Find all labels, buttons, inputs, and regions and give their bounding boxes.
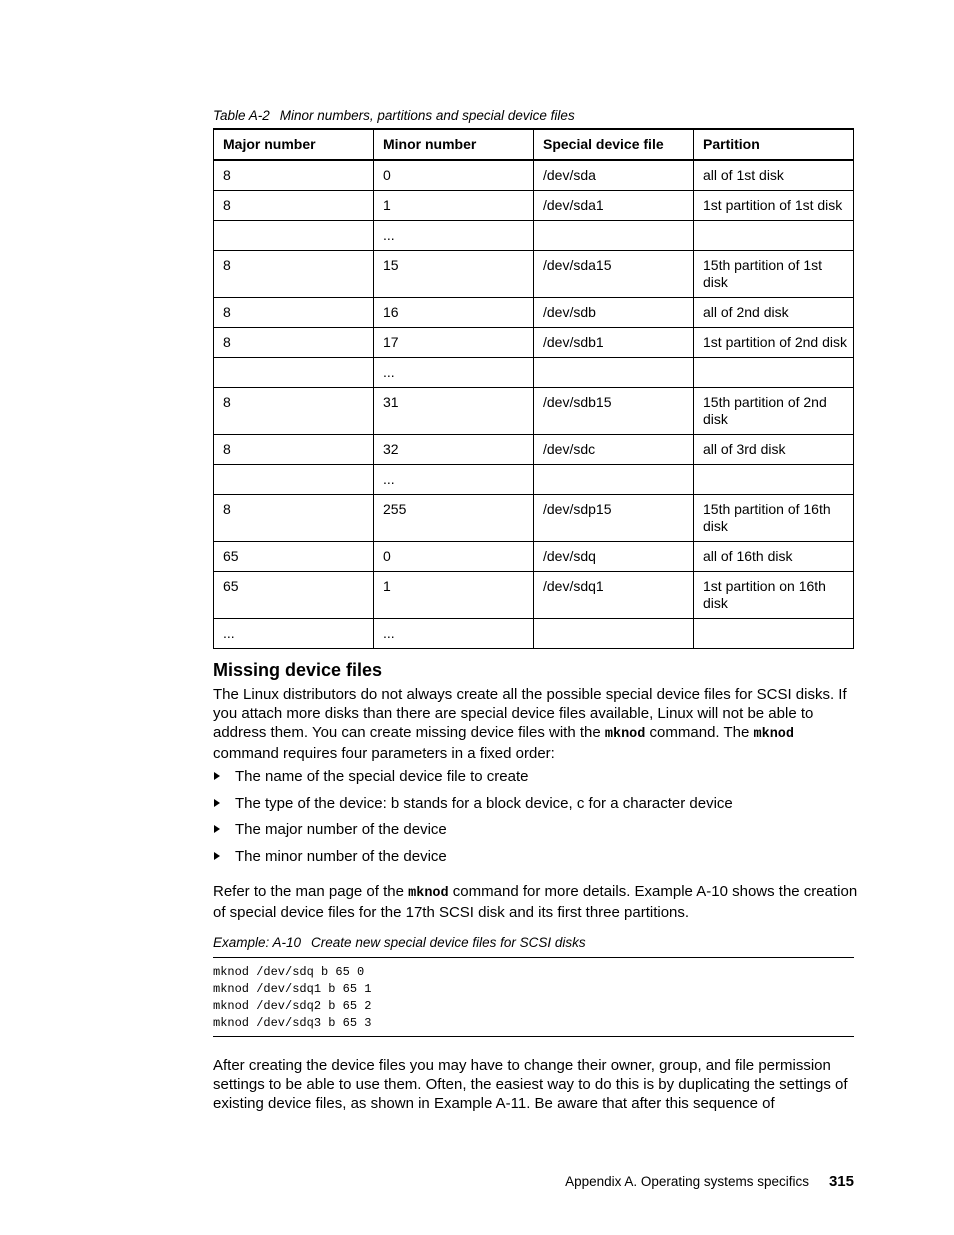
cell-partition: 1st partition of 1st disk bbox=[694, 191, 854, 221]
table-row bbox=[214, 495, 854, 542]
table-row bbox=[214, 619, 854, 649]
list-item bbox=[213, 847, 733, 874]
cell-partition bbox=[694, 465, 854, 495]
cell-minor: 1 bbox=[374, 572, 534, 619]
cell-major: 8 bbox=[214, 435, 374, 465]
cell-minor: 17 bbox=[374, 328, 534, 358]
paragraph-text: command. The bbox=[645, 724, 754, 741]
list-item-text: The minor number of the device bbox=[235, 847, 447, 865]
section-heading: Missing device files bbox=[213, 660, 383, 680]
cell-major: 8 bbox=[214, 495, 374, 542]
bullet-triangle-icon bbox=[214, 852, 220, 860]
paragraph-text: Refer to the man page of the bbox=[213, 883, 409, 900]
cell-major: 8 bbox=[214, 160, 374, 191]
list-item bbox=[213, 820, 733, 847]
list-item bbox=[213, 794, 733, 821]
cell-partition bbox=[694, 358, 854, 388]
header-major-number: Major number bbox=[214, 129, 374, 160]
bullet-triangle-icon bbox=[214, 772, 220, 780]
cell-partition: all of 2nd disk bbox=[694, 298, 854, 328]
paragraph-text: The Linux distributors do not always create all the possible special device files for SCSI disks. If you attach more disks than there are special device files available, Linux will not be able to address them. You can create missing device files with the bbox=[213, 686, 847, 741]
paragraph-refer bbox=[213, 882, 858, 922]
code-example bbox=[213, 957, 854, 1037]
page-footer bbox=[565, 1173, 854, 1190]
example-caption-label: Example: A-10 bbox=[213, 935, 302, 950]
table-row bbox=[214, 160, 854, 191]
table-row bbox=[214, 435, 854, 465]
command-mknod: mknod bbox=[753, 727, 795, 742]
page-number: 315 bbox=[828, 1173, 854, 1190]
cell-partition: all of 3rd disk bbox=[694, 435, 854, 465]
code-line: mknod /dev/sdq1 b 65 1 bbox=[213, 982, 372, 996]
cell-minor: ... bbox=[374, 465, 534, 495]
example-caption bbox=[213, 935, 586, 950]
header-partition: Partition bbox=[694, 129, 854, 160]
cell-major: ... bbox=[214, 619, 374, 649]
cell-device: /dev/sda bbox=[534, 160, 694, 191]
cell-minor: 1 bbox=[374, 191, 534, 221]
bullet-triangle-icon bbox=[214, 825, 220, 833]
cell-major bbox=[214, 465, 374, 495]
cell-device: /dev/sdq1 bbox=[534, 572, 694, 619]
example-caption-text: Create new special device files for SCSI disks bbox=[311, 935, 586, 950]
cell-major: 65 bbox=[214, 572, 374, 619]
cell-partition: 15th partition of 1st disk bbox=[694, 251, 854, 298]
cell-device: /dev/sdq bbox=[534, 542, 694, 572]
cell-minor: 16 bbox=[374, 298, 534, 328]
cell-partition: 1st partition on 16th disk bbox=[694, 572, 854, 619]
table-row bbox=[214, 328, 854, 358]
paragraph-intro bbox=[213, 685, 858, 763]
cell-partition: 15th partition of 2nd disk bbox=[694, 388, 854, 435]
cell-major: 8 bbox=[214, 388, 374, 435]
table-caption-text: Minor numbers, partitions and special device files bbox=[279, 108, 575, 123]
cell-partition bbox=[694, 619, 854, 649]
cell-minor: 0 bbox=[374, 160, 534, 191]
cell-partition: all of 16th disk bbox=[694, 542, 854, 572]
table-caption bbox=[213, 108, 575, 123]
cell-device bbox=[534, 221, 694, 251]
cell-major: 8 bbox=[214, 328, 374, 358]
table-row bbox=[214, 298, 854, 328]
table-row bbox=[214, 572, 854, 619]
cell-minor: 255 bbox=[374, 495, 534, 542]
cell-partition: all of 1st disk bbox=[694, 160, 854, 191]
cell-minor: 31 bbox=[374, 388, 534, 435]
list-item-text: The type of the device: b stands for a block device, c for a character device bbox=[235, 794, 733, 812]
cell-major: 8 bbox=[214, 251, 374, 298]
table-row bbox=[214, 388, 854, 435]
cell-device: /dev/sdc bbox=[534, 435, 694, 465]
list-item-text: The name of the special device file to create bbox=[235, 768, 529, 785]
cell-major: 8 bbox=[214, 191, 374, 221]
bullet-triangle-icon bbox=[214, 799, 220, 807]
command-mknod: mknod bbox=[408, 886, 449, 901]
table-row bbox=[214, 542, 854, 572]
code-line: mknod /dev/sdq3 b 65 3 bbox=[213, 1016, 372, 1030]
cell-minor: ... bbox=[374, 619, 534, 649]
cell-major bbox=[214, 358, 374, 388]
cell-partition bbox=[694, 221, 854, 251]
cell-major: 65 bbox=[214, 542, 374, 572]
cell-device bbox=[534, 358, 694, 388]
cell-device: /dev/sdp15 bbox=[534, 495, 694, 542]
device-files-table bbox=[213, 128, 854, 649]
cell-partition: 1st partition of 2nd disk bbox=[694, 328, 854, 358]
table-row bbox=[214, 221, 854, 251]
paragraph-after: After creating the device files you may have to change their owner, group, and file permission settings to be able to use them. Often, the easiest way to do this is by duplicating the settings of existing device files, as shown in Example A-11. Be aware that after this sequence of bbox=[213, 1057, 848, 1112]
cell-partition: 15th partition of 16th disk bbox=[694, 495, 854, 542]
table-row bbox=[214, 358, 854, 388]
list-item-text: The major number of the device bbox=[235, 821, 447, 839]
parameter-list bbox=[213, 767, 733, 873]
cell-device: /dev/sda15 bbox=[534, 251, 694, 298]
cell-device: /dev/sdb1 bbox=[534, 328, 694, 358]
code-line: mknod /dev/sdq b 65 0 bbox=[213, 965, 365, 979]
header-minor-number: Minor number bbox=[374, 129, 534, 160]
list-item bbox=[213, 767, 733, 794]
paragraph-text: command requires four parameters in a fixed order: bbox=[213, 745, 555, 762]
paragraph-text: command for more details. Example A-10 shows the creation of special device files for the 17th SCSI disk and its first three partitions. bbox=[213, 883, 858, 921]
cell-device: /dev/sdb bbox=[534, 298, 694, 328]
cell-minor: ... bbox=[374, 358, 534, 388]
table-header-row bbox=[214, 129, 854, 160]
command-mknod: mknod bbox=[604, 727, 646, 742]
cell-minor: 15 bbox=[374, 251, 534, 298]
table-row bbox=[214, 191, 854, 221]
cell-minor: 32 bbox=[374, 435, 534, 465]
cell-device: /dev/sdb15 bbox=[534, 388, 694, 435]
cell-device: /dev/sda1 bbox=[534, 191, 694, 221]
table-caption-label: Table A-2 bbox=[213, 108, 270, 123]
table-row bbox=[214, 465, 854, 495]
header-special-device-file: Special device file bbox=[534, 129, 694, 160]
cell-minor: ... bbox=[374, 221, 534, 251]
cell-device bbox=[534, 619, 694, 649]
footer-title: Appendix A. Operating systems specifics bbox=[565, 1174, 809, 1189]
code-line: mknod /dev/sdq2 b 65 2 bbox=[213, 999, 372, 1013]
table-row bbox=[214, 251, 854, 298]
cell-minor: 0 bbox=[374, 542, 534, 572]
cell-major bbox=[214, 221, 374, 251]
cell-major: 8 bbox=[214, 298, 374, 328]
cell-device bbox=[534, 465, 694, 495]
